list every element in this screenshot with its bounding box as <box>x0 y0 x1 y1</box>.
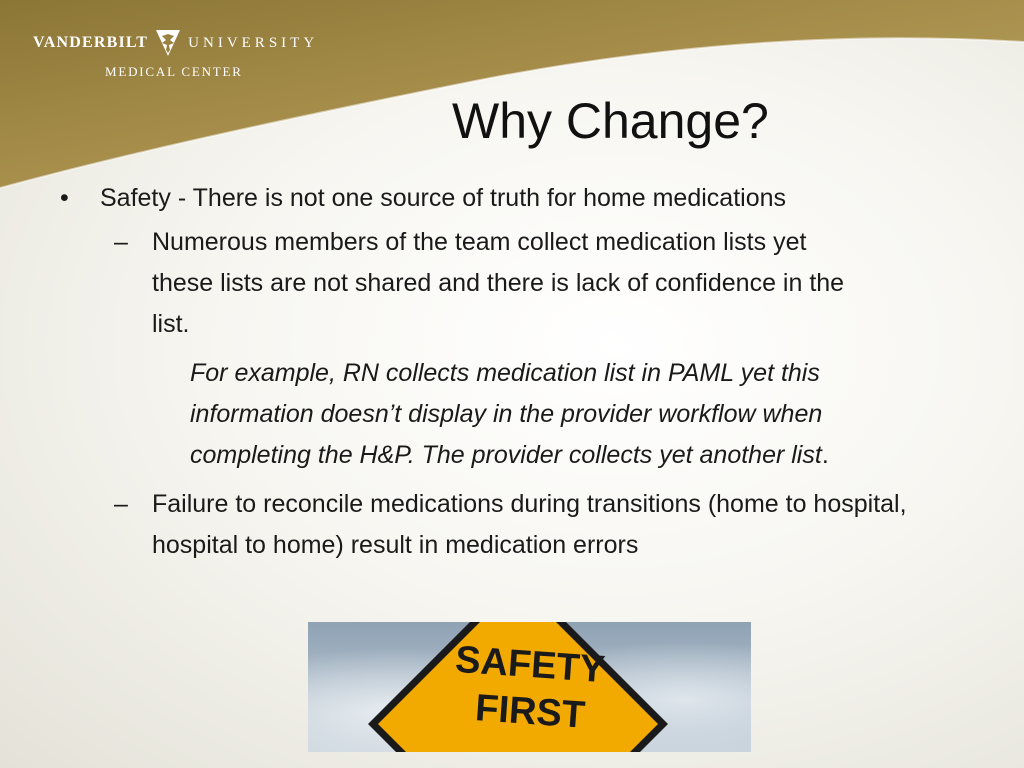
bullet-text: Safety - There is not one source of truth for home medications <box>100 184 786 212</box>
sub-bullet-text: Failure to reconcile medications during transitions (home to hospital, hospital to home) result in medication errors <box>152 490 907 559</box>
safety-first-image <box>308 622 751 752</box>
slide-body <box>60 178 980 566</box>
sub-bullet-text: Numerous members of the team collect medication lists yet these lists are not shared and there is lack of confidence in the list. <box>152 228 845 338</box>
example-period: . <box>821 441 829 469</box>
sub-bullet-team-lists <box>60 222 852 345</box>
sign-text-line1: SAFETY <box>453 638 607 692</box>
dash-marker: – <box>114 228 128 256</box>
vanderbilt-logo <box>33 28 318 80</box>
example-paragraph <box>60 353 910 476</box>
vanderbilt-oak-leaf-icon <box>154 28 182 58</box>
bullet-safety <box>60 178 980 218</box>
dash-marker: – <box>114 490 128 518</box>
logo-medical-center-text: MEDICAL CENTER <box>105 64 243 79</box>
sign-text-line2: FIRST <box>473 687 587 737</box>
sub-bullet-reconcile <box>60 484 952 566</box>
bullet-marker: • <box>60 184 69 212</box>
logo-university-text: UNIVERSITY <box>188 34 319 51</box>
slide-title: Why Change? <box>452 93 769 149</box>
example-text: For example, RN collects medication list in PAML yet this information doesn’t display in the provider workflow when completing the H&P. The provider collects yet another list <box>190 359 823 469</box>
logo-vanderbilt-text: VANDERBILT <box>33 34 149 51</box>
